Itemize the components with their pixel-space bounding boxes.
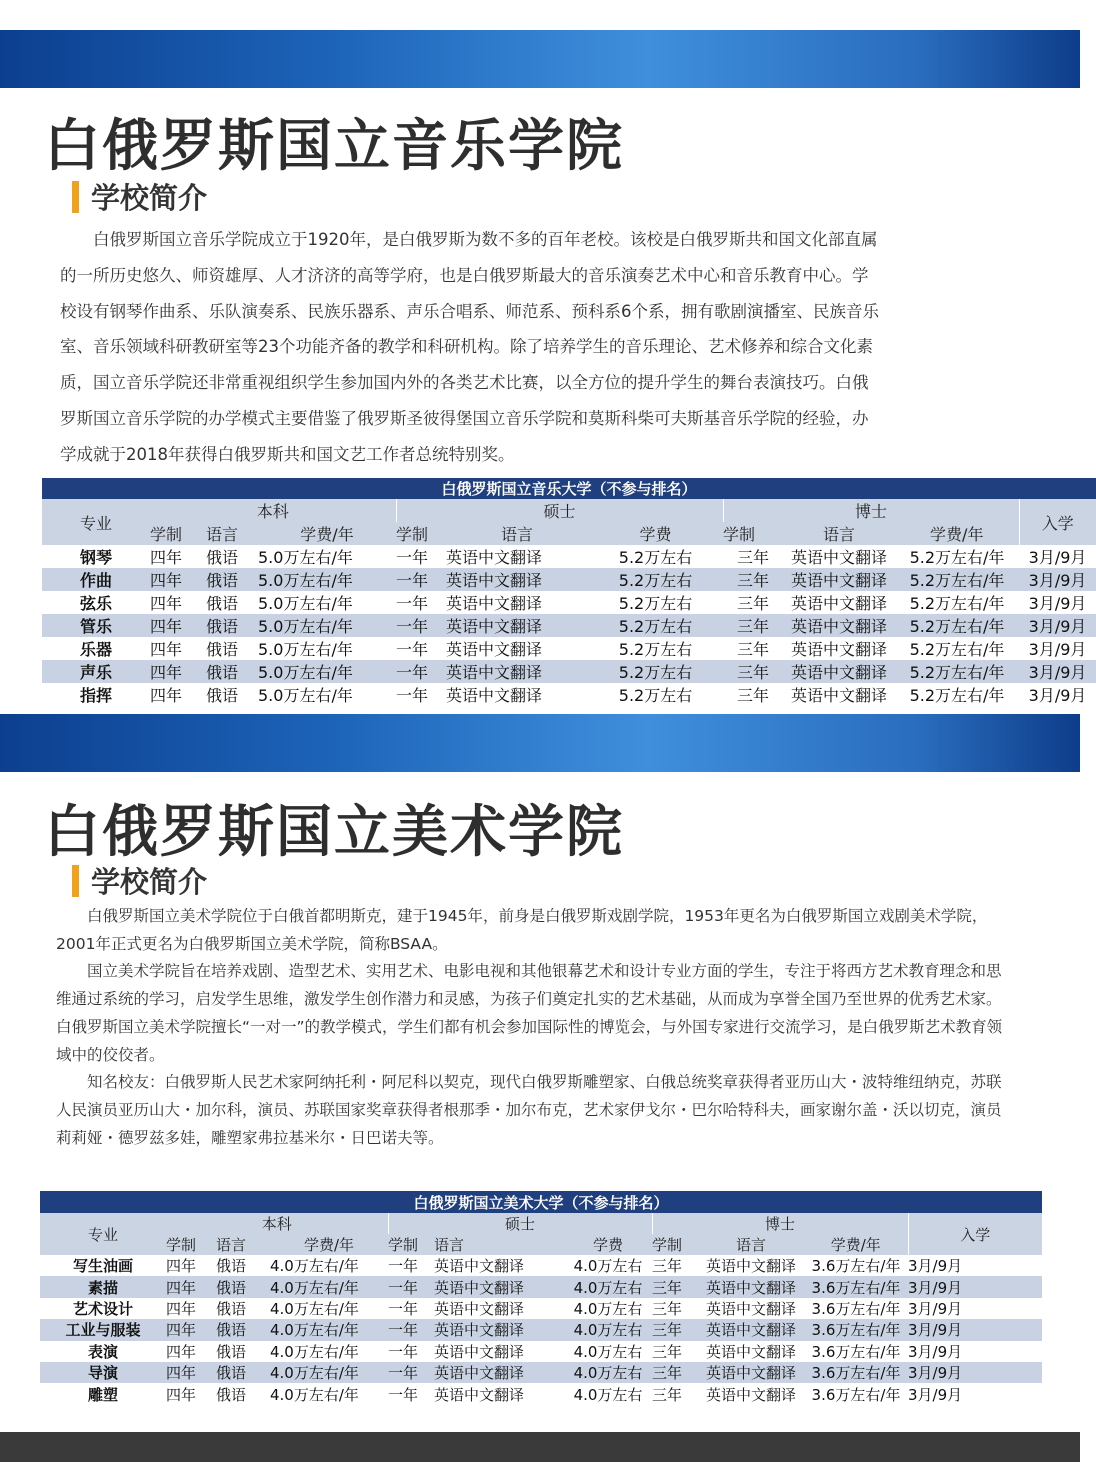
col-major-header: 专业 — [42, 499, 150, 545]
music-programs-table — [42, 478, 1096, 706]
m-fee-cell: 5.2万左右 — [618, 640, 693, 659]
music-intro-line: 质，国立音乐学院还非常重视组织学生参加国内外的各类艺术比赛，以全方位的提升学生的舞台表演技巧。白俄 — [60, 373, 869, 393]
m-lang-cell: 英语中文翻译 — [434, 1319, 564, 1340]
b-lang-cell: 俄语 — [206, 686, 239, 705]
d-years-cell: 三年 — [652, 1276, 698, 1297]
major-cell: 声乐 — [42, 660, 150, 683]
d-fee-cell: 5.2万左右/年 — [909, 594, 1005, 613]
b-lang-cell: 俄语 — [216, 1276, 270, 1297]
major-cell: 素描 — [40, 1276, 166, 1297]
middle-banner — [0, 714, 1080, 772]
b-years-cell: 四年 — [166, 1299, 197, 1318]
b-years-cell: 四年 — [150, 548, 183, 567]
b-fee-cell: 4.0万左右/年 — [270, 1299, 359, 1318]
b-fee-cell: 4.0万左右/年 — [270, 1276, 388, 1297]
b-years-cell: 四年 — [150, 686, 183, 705]
intake-cell: 3月/9月 — [1028, 594, 1087, 613]
b-lang-cell: 俄语 — [216, 1319, 270, 1340]
m-fee-cell: 4.0万左右 — [564, 1319, 652, 1340]
b-years-cell: 四年 — [150, 640, 183, 659]
intake-cell: 3月/9月 — [908, 1385, 963, 1404]
col-group-doctor: 博士 — [723, 499, 1019, 522]
d-fee-cell: 3.6万左右/年 — [804, 1319, 908, 1340]
b-years-cell: 四年 — [150, 614, 206, 637]
d-fee-cell: 5.2万左右/年 — [909, 548, 1005, 567]
table-row — [40, 1298, 1042, 1319]
intake-cell: 3月/9月 — [908, 1362, 1042, 1383]
col-d-lang-header: 语言 — [783, 522, 895, 545]
m-years-cell: 一年 — [396, 548, 429, 567]
intake-cell: 3月/9月 — [1028, 548, 1087, 567]
major-cell: 写生油画 — [72, 1257, 133, 1276]
table-row — [42, 614, 1096, 637]
d-lang-cell: 英语中文翻译 — [790, 686, 887, 705]
art-intro-paragraph: 国立美术学院旨在培养戏剧、造型艺术、实用艺术、电影电视和其他银幕艺术和设计专业方面的学生，专注于将西方艺术教育理念和思维通过系统的学习，启发学生思维，激发学生创作潜力和灵感，为孩子们奠定扎实的艺术基础，从而成为享誉全国乃至世界的优秀艺术家。 — [56, 962, 1002, 1009]
m-lang-cell: 英语中文翻译 — [446, 640, 543, 659]
major-cell: 表演 — [87, 1342, 118, 1361]
major-cell: 乐器 — [79, 640, 112, 659]
m-lang-cell: 英语中文翻译 — [446, 568, 588, 591]
m-years-cell: 一年 — [388, 1342, 419, 1361]
b-lang-cell: 俄语 — [216, 1342, 247, 1361]
d-fee-cell: 3.6万左右/年 — [804, 1362, 908, 1383]
m-lang-cell: 英语中文翻译 — [434, 1276, 564, 1297]
major-cell: 作曲 — [42, 568, 150, 591]
art-intro-paragraph: 白俄罗斯国立美术学院擅长“一对一”的教学模式，学生们都有机会参加国际性的博览会，与外国专家进行交流学习，是白俄罗斯艺术教育领域中的佼佼者。 — [56, 1017, 1003, 1064]
major-cell: 指挥 — [79, 686, 112, 705]
col-d-fee-header: 学费/年 — [804, 1234, 908, 1255]
m-fee-cell: 5.2万左右 — [588, 568, 723, 591]
col-group-master: 硕士 — [396, 499, 723, 522]
major-cell: 管乐 — [42, 614, 150, 637]
m-lang-cell: 英语中文翻译 — [446, 660, 588, 683]
b-lang-cell: 俄语 — [206, 594, 239, 613]
d-years-cell: 三年 — [736, 594, 769, 613]
b-lang-cell: 俄语 — [206, 660, 258, 683]
col-m-years-header: 学制 — [388, 1234, 434, 1255]
d-lang-cell: 英语中文翻译 — [705, 1342, 796, 1361]
art-school-title: 白俄罗斯国立美术学院 — [44, 800, 624, 865]
m-lang-cell: 英语中文翻译 — [446, 614, 588, 637]
music-intro-line: 白俄罗斯国立音乐学院成立于1920年，是白俄罗斯为数不多的百年老校。该校是白俄罗斯共和国文化部直属 — [93, 230, 878, 249]
art-section-label: 学校简介 — [91, 865, 208, 899]
col-d-years-header: 学制 — [723, 522, 783, 545]
m-fee-cell: 4.0万左右 — [573, 1299, 643, 1318]
b-lang-cell: 俄语 — [216, 1362, 270, 1383]
d-years-cell: 三年 — [723, 568, 783, 591]
m-fee-cell: 4.0万左右 — [573, 1257, 643, 1276]
major-cell: 导演 — [40, 1362, 166, 1383]
m-fee-cell: 4.0万左右 — [564, 1276, 652, 1297]
table-row — [40, 1276, 1042, 1297]
major-cell: 钢琴 — [79, 548, 112, 567]
d-lang-cell: 英语中文翻译 — [783, 614, 895, 637]
major-cell: 雕塑 — [87, 1385, 118, 1404]
m-years-cell: 一年 — [388, 1319, 434, 1340]
d-fee-cell: 3.6万左右/年 — [811, 1257, 901, 1276]
intake-cell: 3月/9月 — [1019, 614, 1096, 637]
m-lang-cell: 英语中文翻译 — [434, 1342, 525, 1361]
m-years-cell: 一年 — [396, 640, 429, 659]
m-fee-cell: 4.0万左右 — [573, 1342, 643, 1361]
m-lang-cell: 英语中文翻译 — [446, 548, 543, 567]
b-fee-cell: 5.0万左右/年 — [258, 660, 396, 683]
col-group-bachelor: 本科 — [150, 499, 396, 522]
bottom-bar — [0, 1432, 1080, 1462]
d-years-cell: 三年 — [652, 1257, 683, 1276]
b-lang-cell: 俄语 — [216, 1299, 247, 1318]
d-lang-cell: 英语中文翻译 — [698, 1362, 804, 1383]
m-fee-cell: 5.2万左右 — [618, 686, 693, 705]
table-row — [42, 545, 1096, 568]
col-b-fee-header: 学费/年 — [258, 522, 396, 545]
d-years-cell: 三年 — [736, 686, 769, 705]
table-caption: 白俄罗斯国立美术大学（不参与排名） — [40, 1191, 1042, 1213]
d-lang-cell: 英语中文翻译 — [705, 1299, 796, 1318]
b-years-cell: 四年 — [150, 568, 206, 591]
b-lang-cell: 俄语 — [206, 640, 239, 659]
col-b-lang-header: 语言 — [216, 1234, 270, 1255]
d-lang-cell: 英语中文翻译 — [698, 1276, 804, 1297]
m-fee-cell: 5.2万左右 — [618, 594, 693, 613]
d-lang-cell: 英语中文翻译 — [790, 594, 887, 613]
d-fee-cell: 5.2万左右/年 — [909, 640, 1005, 659]
major-cell: 艺术设计 — [72, 1299, 133, 1318]
music-intro-line: 室、音乐领域科研教研室等23个功能齐备的教学和科研机构。除了培养学生的音乐理论、艺术修养和综合文化素 — [60, 337, 873, 357]
table-row — [42, 568, 1096, 591]
intake-cell: 3月/9月 — [1019, 660, 1096, 683]
art-intro-paragraph: 知名校友：白俄罗斯人民艺术家阿纳托利・阿尼科以契克，现代白俄罗斯雕塑家、白俄总统奖章获得者亚历山大・波特维纽纳克，苏联人民演员亚历山大・加尔科，演员、苏联国家奖章获得者根那季・加尔布克，艺术家伊戈尔・巴尔哈特科夫，画家谢尔盖・沃以切克，演员莉莉娅・德罗兹多娃，雕塑家弗拉基米尔・日巴诺夫等。 — [56, 1073, 1002, 1147]
art-intro-paragraph: 白俄罗斯国立美术学院位于白俄首都明斯克，建于1945年，前身是白俄罗斯戏剧学院，1953年更名为白俄罗斯国立戏剧美术学院，2001年正式更名为白俄罗斯国立美术学院，简称BSAA。 — [56, 907, 988, 953]
col-b-years-header: 学制 — [166, 1234, 216, 1255]
table-row — [42, 683, 1096, 706]
intake-cell: 3月/9月 — [1019, 568, 1096, 591]
d-lang-cell: 英语中文翻译 — [705, 1385, 796, 1404]
b-lang-cell: 俄语 — [206, 548, 239, 567]
intake-cell: 3月/9月 — [1028, 640, 1087, 659]
art-programs-table — [40, 1191, 1042, 1405]
col-d-years-header: 学制 — [652, 1234, 698, 1255]
d-years-cell: 三年 — [652, 1385, 683, 1404]
d-years-cell: 三年 — [652, 1299, 683, 1318]
music-intro-line: 罗斯国立音乐学院的办学模式主要借鉴了俄罗斯圣彼得堡国立音乐学院和莫斯科柴可夫斯基音乐学院的经验，办 — [60, 408, 869, 428]
b-fee-cell: 4.0万左右/年 — [270, 1385, 359, 1404]
m-years-cell: 一年 — [396, 686, 429, 705]
col-b-lang-header: 语言 — [206, 522, 258, 545]
m-fee-cell: 5.2万左右 — [618, 548, 693, 567]
b-years-cell: 四年 — [166, 1362, 216, 1383]
d-years-cell: 三年 — [652, 1319, 698, 1340]
d-years-cell: 三年 — [723, 660, 783, 683]
d-lang-cell: 英语中文翻译 — [790, 640, 887, 659]
art-section-heading — [72, 860, 207, 901]
b-fee-cell: 5.0万左右/年 — [258, 548, 353, 567]
b-years-cell: 四年 — [150, 660, 206, 683]
music-intro — [60, 222, 1020, 473]
col-group-bachelor: 本科 — [166, 1213, 388, 1234]
m-lang-cell: 英语中文翻译 — [446, 686, 543, 705]
music-school-title: 白俄罗斯国立音乐学院 — [44, 114, 624, 179]
intake-cell: 3月/9月 — [908, 1299, 963, 1318]
b-fee-cell: 4.0万左右/年 — [270, 1257, 359, 1276]
b-lang-cell: 俄语 — [216, 1257, 247, 1276]
m-years-cell: 一年 — [388, 1362, 434, 1383]
m-fee-cell: 4.0万左右 — [564, 1362, 652, 1383]
b-years-cell: 四年 — [166, 1276, 216, 1297]
b-years-cell: 四年 — [166, 1385, 197, 1404]
music-section-label: 学校简介 — [91, 181, 208, 215]
table-row — [40, 1362, 1042, 1383]
d-fee-cell: 5.2万左右/年 — [895, 614, 1019, 637]
b-fee-cell: 5.0万左右/年 — [258, 568, 396, 591]
table-row — [40, 1383, 1042, 1404]
table-row — [42, 660, 1096, 683]
heading-accent-bar — [72, 181, 79, 213]
d-fee-cell: 5.2万左右/年 — [895, 660, 1019, 683]
b-years-cell: 四年 — [166, 1342, 197, 1361]
table-row — [42, 591, 1096, 614]
b-lang-cell: 俄语 — [216, 1385, 247, 1404]
d-fee-cell: 3.6万左右/年 — [811, 1299, 901, 1318]
art-intro — [56, 903, 1011, 1152]
b-fee-cell: 5.0万左右/年 — [258, 686, 353, 705]
b-years-cell: 四年 — [166, 1257, 197, 1276]
col-m-lang-header: 语言 — [446, 522, 588, 545]
d-years-cell: 三年 — [652, 1362, 698, 1383]
m-fee-cell: 5.2万左右 — [588, 660, 723, 683]
col-m-fee-header: 学费 — [588, 522, 723, 545]
m-years-cell: 一年 — [396, 614, 446, 637]
b-fee-cell: 4.0万左右/年 — [270, 1319, 388, 1340]
b-fee-cell: 4.0万左右/年 — [270, 1342, 359, 1361]
table-caption: 白俄罗斯国立音乐大学（不参与排名） — [42, 478, 1096, 499]
d-fee-cell: 5.2万左右/年 — [895, 568, 1019, 591]
m-years-cell: 一年 — [396, 594, 429, 613]
m-lang-cell: 英语中文翻译 — [434, 1257, 525, 1276]
col-m-years-header: 学制 — [396, 522, 446, 545]
b-fee-cell: 5.0万左右/年 — [258, 594, 353, 613]
music-intro-line: 校设有钢琴作曲系、乐队演奏系、民族乐器系、声乐合唱系、师范系、预科系6个系，拥有歌剧演播室、民族音乐 — [60, 301, 879, 321]
intake-cell: 3月/9月 — [908, 1276, 1042, 1297]
b-lang-cell: 俄语 — [206, 614, 258, 637]
table-row — [40, 1319, 1042, 1340]
b-years-cell: 四年 — [150, 594, 183, 613]
m-lang-cell: 英语中文翻译 — [434, 1362, 564, 1383]
m-fee-cell: 4.0万左右 — [573, 1385, 643, 1404]
m-years-cell: 一年 — [396, 660, 446, 683]
col-intake-header: 入学 — [908, 1213, 1042, 1255]
music-intro-line: 学成就于2018年获得白俄罗斯共和国文艺工作者总统特别奖。 — [60, 444, 515, 464]
d-lang-cell: 英语中文翻译 — [790, 548, 887, 567]
intake-cell: 3月/9月 — [908, 1257, 963, 1276]
table-row — [40, 1255, 1042, 1276]
b-fee-cell: 5.0万左右/年 — [258, 614, 396, 637]
d-years-cell: 三年 — [736, 640, 769, 659]
intake-cell: 3月/9月 — [908, 1319, 1042, 1340]
col-d-lang-header: 语言 — [698, 1234, 804, 1255]
d-lang-cell: 英语中文翻译 — [705, 1257, 796, 1276]
music-intro-line: 的一所历史悠久、师资雄厚、人才济济的高等学府，也是白俄罗斯最大的音乐演奏艺术中心和音乐教育中心。学 — [60, 265, 869, 285]
m-fee-cell: 5.2万左右 — [588, 614, 723, 637]
b-fee-cell: 4.0万左右/年 — [270, 1362, 388, 1383]
heading-accent-bar — [72, 865, 79, 897]
table-row — [42, 637, 1096, 660]
major-cell: 弦乐 — [79, 594, 112, 613]
col-b-years-header: 学制 — [150, 522, 206, 545]
col-intake-header: 入学 — [1019, 499, 1096, 545]
col-b-fee-header: 学费/年 — [270, 1234, 388, 1255]
top-banner — [0, 30, 1080, 88]
col-d-fee-header: 学费/年 — [895, 522, 1019, 545]
d-years-cell: 三年 — [652, 1342, 683, 1361]
intake-cell: 3月/9月 — [1028, 686, 1087, 705]
m-years-cell: 一年 — [396, 568, 446, 591]
table-row — [40, 1341, 1042, 1362]
d-lang-cell: 英语中文翻译 — [698, 1319, 804, 1340]
d-lang-cell: 英语中文翻译 — [783, 660, 895, 683]
m-years-cell: 一年 — [388, 1276, 434, 1297]
col-m-fee-header: 学费 — [564, 1234, 652, 1255]
d-fee-cell: 3.6万左右/年 — [811, 1385, 901, 1404]
major-cell: 工业与服装 — [40, 1319, 166, 1340]
m-years-cell: 一年 — [388, 1257, 419, 1276]
col-m-lang-header: 语言 — [434, 1234, 564, 1255]
intake-cell: 3月/9月 — [908, 1342, 963, 1361]
b-lang-cell: 俄语 — [206, 568, 258, 591]
d-fee-cell: 3.6万左右/年 — [804, 1276, 908, 1297]
col-major-header: 专业 — [40, 1213, 166, 1255]
b-years-cell: 四年 — [166, 1319, 216, 1340]
d-fee-cell: 3.6万左右/年 — [811, 1342, 901, 1361]
d-fee-cell: 5.2万左右/年 — [909, 686, 1005, 705]
music-section-heading — [72, 176, 207, 217]
d-years-cell: 三年 — [723, 614, 783, 637]
m-lang-cell: 英语中文翻译 — [434, 1385, 525, 1404]
m-years-cell: 一年 — [388, 1385, 419, 1404]
m-lang-cell: 英语中文翻译 — [434, 1299, 525, 1318]
m-years-cell: 一年 — [388, 1299, 419, 1318]
col-group-doctor: 博士 — [652, 1213, 908, 1234]
b-fee-cell: 5.0万左右/年 — [258, 640, 353, 659]
m-lang-cell: 英语中文翻译 — [446, 594, 543, 613]
col-group-master: 硕士 — [388, 1213, 652, 1234]
d-years-cell: 三年 — [736, 548, 769, 567]
d-lang-cell: 英语中文翻译 — [783, 568, 895, 591]
